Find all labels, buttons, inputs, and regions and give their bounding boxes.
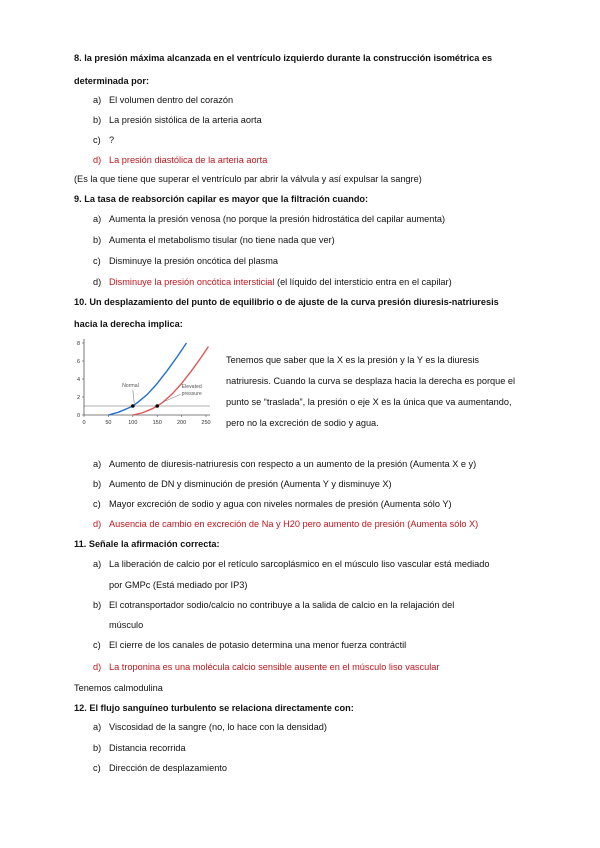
- option-label: d): [93, 662, 102, 672]
- x-tick-label: 200: [177, 420, 187, 426]
- equilibrium-point-elevated: [155, 404, 159, 408]
- q8-option-a: [93, 94, 233, 106]
- q8-note: (Es la que tiene que superar el ventrículo par abrir la válvula y así expulsar la sangre): [74, 174, 422, 184]
- x-tick-label: 250: [201, 420, 211, 426]
- option-text: La liberación de calcio por el retículo sarcoplásmico en el músculo liso vascular está mediado: [109, 559, 490, 569]
- option-text: El cotransportador sodio/calcio no contribuye a la salida de calcio en la relajación del: [109, 600, 455, 610]
- option-label: c): [93, 499, 101, 509]
- y-tick-label: 6: [76, 359, 80, 365]
- y-ticks: [77, 341, 84, 419]
- option-text: ?: [109, 135, 115, 145]
- q11-option-d-answer: [93, 661, 439, 673]
- x-tick-label: 0: [82, 420, 86, 426]
- q11-option-a: [93, 558, 489, 570]
- option-label: a): [93, 95, 102, 105]
- option-label: c): [93, 135, 101, 145]
- q9-title: 9. La tasa de reabsorción capilar es mayor que la filtración cuando:: [74, 194, 369, 204]
- q10-option-a: [93, 458, 476, 470]
- option-text: El cierre de los canales de potasio determina una menor fuerza contráctil: [109, 640, 407, 650]
- option-text: La presión sistólica de la arteria aorta: [109, 115, 262, 125]
- option-label: c): [93, 763, 101, 773]
- option-text: Dirección de desplazamiento: [109, 763, 227, 773]
- y-tick-label: 0: [76, 413, 80, 419]
- option-label: b): [93, 479, 102, 489]
- option-label: a): [93, 722, 102, 732]
- q9-option-a: [93, 213, 445, 225]
- option-label: a): [93, 559, 102, 569]
- option-text: La presión diastólica de la arteria aorta: [109, 155, 268, 165]
- normal-curve: [108, 343, 186, 415]
- option-label: a): [93, 214, 102, 224]
- option-text: Aumenta la presión venosa (no porque la presión hidrostática del capilar aumenta): [109, 214, 446, 224]
- q11-note: Tenemos calmodulina: [74, 683, 163, 693]
- q12-option-a: [93, 721, 327, 733]
- q10-title-line2: hacia la derecha implica:: [74, 319, 183, 329]
- elevated-curve: [133, 347, 209, 415]
- option-label: b): [93, 743, 102, 753]
- y-tick-label: 2: [76, 395, 80, 401]
- option-text: El volumen dentro del corazón: [109, 95, 234, 105]
- q11-option-b-cont: músculo: [109, 620, 144, 630]
- equilibrium-point-normal: [131, 404, 135, 408]
- y-tick-label: 8: [76, 341, 80, 347]
- q9-option-b: [93, 234, 335, 246]
- option-text: Aumento de DN y disminución de presión (Aumenta Y y disminuye X): [109, 479, 392, 489]
- q8-title-line2: determinada por:: [74, 76, 150, 86]
- option-text: Aumento de diuresis-natriuresis con respecto a un aumento de la presión (Aumenta X e y): [109, 459, 477, 469]
- q12-option-b: [93, 742, 186, 754]
- q12-title: 12. El flujo sanguíneo turbulento se relaciona directamente con:: [74, 703, 354, 713]
- q10-option-c: [93, 498, 452, 510]
- option-text: Disminuye la presión oncótica del plasma: [109, 256, 279, 266]
- option-label: b): [93, 115, 102, 125]
- option-text: Viscosidad de la sangre (no, lo hace con la densidad): [109, 722, 327, 732]
- q12-option-c: [93, 762, 227, 774]
- pressure-natriuresis-chart: [66, 335, 216, 430]
- option-label: d): [93, 277, 102, 287]
- q11-title: 11. Señale la afirmación correcta:: [74, 539, 220, 549]
- x-ticks: [82, 415, 210, 426]
- option-text: Mayor excreción de sodio y agua con niveles normales de presión (Aumenta sólo Y): [109, 499, 452, 509]
- option-label: b): [93, 235, 102, 245]
- q11-option-b: [93, 599, 454, 611]
- normal-leader: [133, 390, 134, 404]
- q8-option-c: [93, 134, 114, 146]
- option-label: d): [93, 155, 102, 165]
- option-label: c): [93, 640, 101, 650]
- pressure-label: pressure: [181, 391, 202, 398]
- option-label: d): [93, 519, 102, 529]
- normal-label: Normal: [122, 383, 139, 390]
- q10-option-d-answer: [93, 518, 478, 530]
- q9-option-d: [93, 276, 452, 288]
- option-text: Ausencia de cambio en excreción de Na y H20 pero aumento de presión (Aumenta sólo X): [109, 519, 479, 529]
- option-text-answer: Disminuye la presión oncótica intersticial: [109, 277, 275, 287]
- elevated-label: Elevated: [181, 384, 202, 390]
- option-extra: (el líquido del intersticio entra en el capilar): [274, 277, 452, 287]
- x-tick-label: 50: [105, 420, 112, 426]
- y-tick-label: 4: [76, 377, 80, 383]
- option-label: c): [93, 256, 101, 266]
- q9-option-c: [93, 255, 278, 267]
- option-label: b): [93, 600, 102, 610]
- option-text: Aumenta el metabolismo tisular (no tiene nada que ver): [109, 235, 335, 245]
- q10-option-b: [93, 478, 392, 490]
- q8-title-line1: 8. la presión máxima alcanzada en el ventrículo izquierdo durante la construcción isométrica es: [74, 53, 493, 63]
- q10-title-line1: 10. Un desplazamiento del punto de equilibrio o de ajuste de la curva presión diuresis-natriuresis: [74, 297, 499, 307]
- q11-option-a-cont: por GMPc (Está mediado por IP3): [109, 580, 248, 590]
- x-tick-label: 100: [128, 420, 138, 426]
- q11-option-c: [93, 639, 406, 651]
- x-tick-label: 150: [152, 420, 162, 426]
- option-text: La troponina es una molécula calcio sensible ausente en el músculo liso vascular: [109, 662, 440, 672]
- q10-explanation: Tenemos que saber que la X es la presión y la Y es la diuresis natriuresis. Cuando la curva se desplaza hacia la derecha es porque el punto se “traslada”, la presión o eje X es la única que va aumentando, pero no la excreción de sodio y agua.: [226, 355, 516, 428]
- q8-option-b: [93, 114, 262, 126]
- q8-option-d-answer: [93, 154, 267, 166]
- option-label: a): [93, 459, 102, 469]
- option-text: Distancia recorrida: [109, 743, 186, 753]
